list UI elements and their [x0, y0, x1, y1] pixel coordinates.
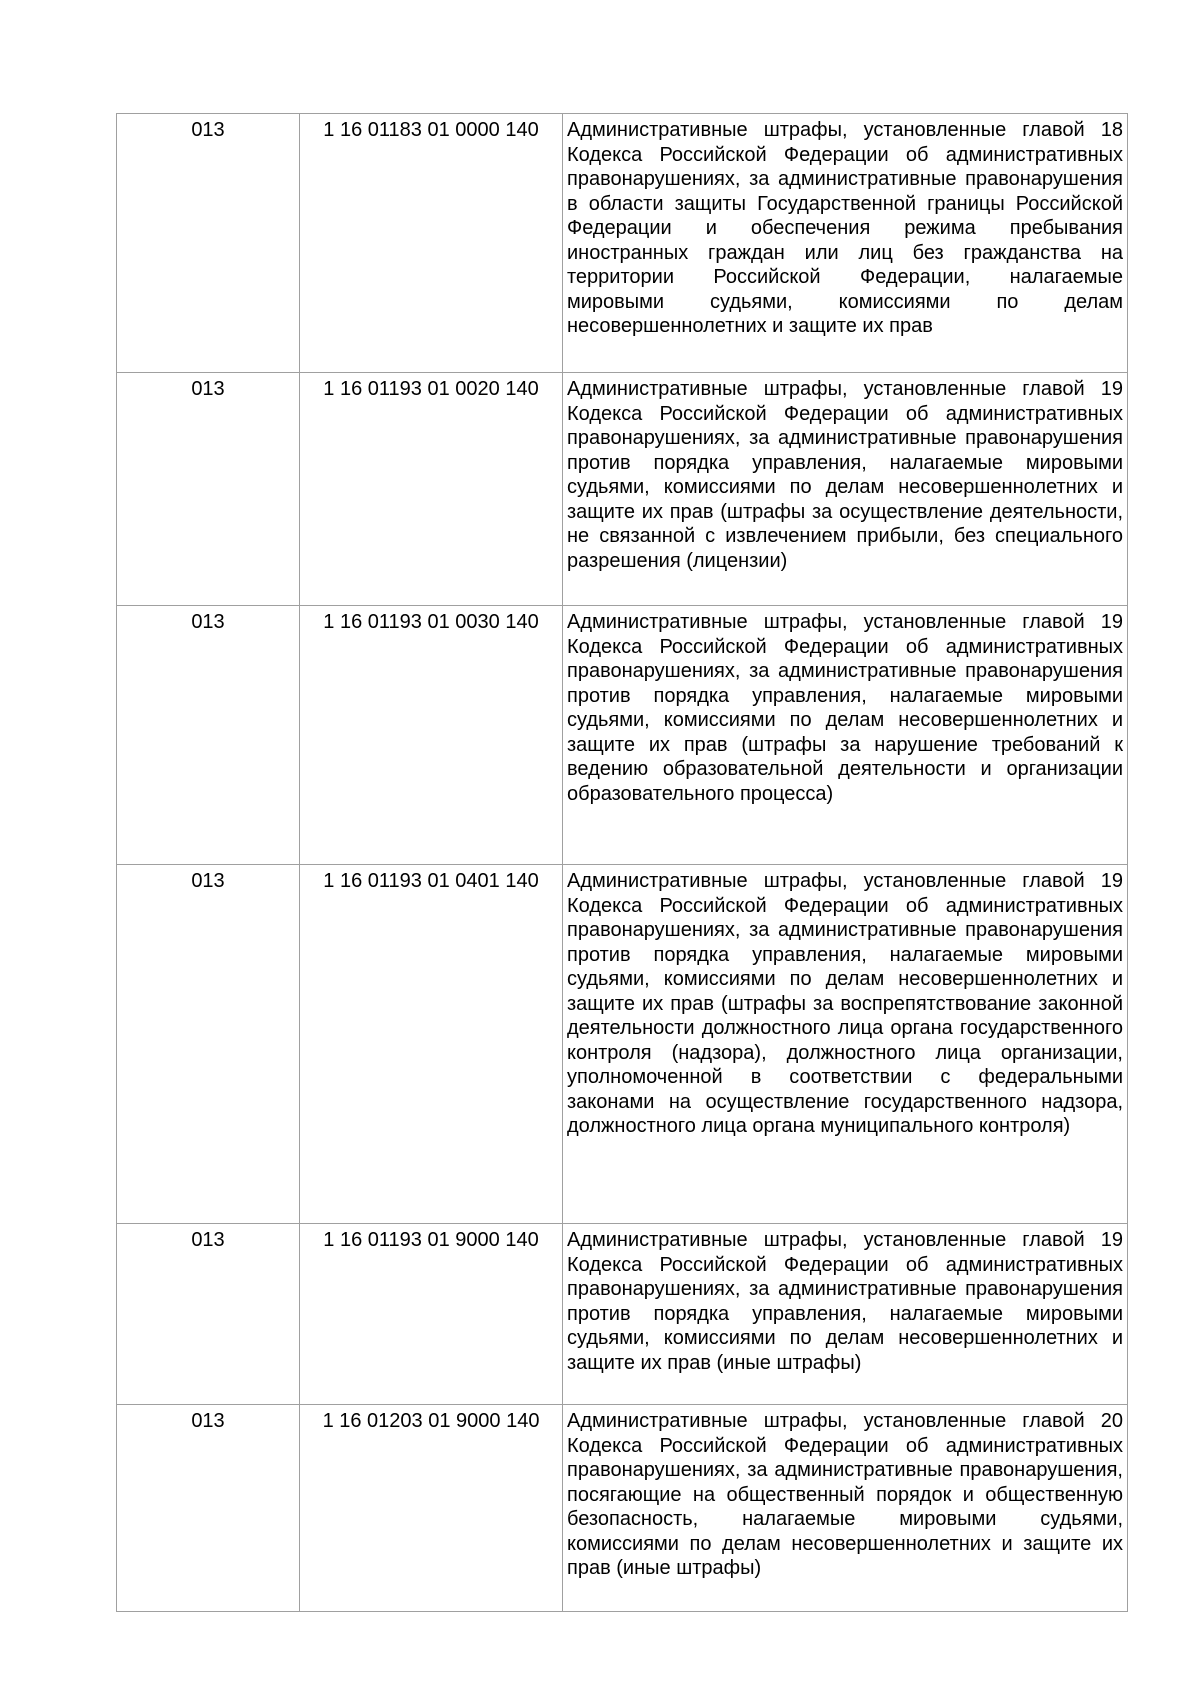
- administrator-code-cell: 013: [117, 606, 300, 865]
- description-cell: Административные штрафы, установленные главой 18 Кодекса Российской Федерации об административных правонарушениях, за административные правонарушения в области защиты Государственной границы Российской Федерации и обеспечения режима пребывания иностранных граждан или лиц без гражданства на территории Российской Федерации, налагаемые мировыми судьями, комиссиями по делам несовершеннолетних и защите их прав: [563, 114, 1128, 373]
- description-cell: Административные штрафы, установленные главой 20 Кодекса Российской Федерации об административных правонарушениях, за административные правонарушения, посягающие на общественный порядок и общественную безопасность, налагаемые мировыми судьями, комиссиями по делам несовершеннолетних и защите их прав (иные штрафы): [563, 1405, 1128, 1612]
- table-row: [117, 1405, 1128, 1612]
- budget-classification-code-cell: 1 16 01193 01 0401 140: [300, 865, 563, 1224]
- budget-classification-code-cell: 1 16 01193 01 0030 140: [300, 606, 563, 865]
- table-row: [117, 606, 1128, 865]
- budget-codes-table: [116, 113, 1128, 1612]
- administrator-code-cell: 013: [117, 373, 300, 606]
- budget-classification-code-cell: 1 16 01183 01 0000 140: [300, 114, 563, 373]
- administrator-code-cell: 013: [117, 865, 300, 1224]
- table-row: [117, 865, 1128, 1224]
- description-cell: Административные штрафы, установленные главой 19 Кодекса Российской Федерации об административных правонарушениях, за административные правонарушения против порядка управления, налагаемые мировыми судьями, комиссиями по делам несовершеннолетних и защите их прав (штрафы за нарушение требований к ведению образовательной деятельности и организации образовательного процесса): [563, 606, 1128, 865]
- description-cell: Административные штрафы, установленные главой 19 Кодекса Российской Федерации об административных правонарушениях, за административные правонарушения против порядка управления, налагаемые мировыми судьями, комиссиями по делам несовершеннолетних и защите их прав (штрафы за воспрепятствование законной деятельности должностного лица органа государственного контроля (надзора), должностного лица организации, уполномоченной в соответствии с федеральными законами на осуществление государственного надзора, должностного лица органа муниципального контроля): [563, 865, 1128, 1224]
- administrator-code-cell: 013: [117, 1224, 300, 1405]
- budget-classification-code-cell: 1 16 01203 01 9000 140: [300, 1405, 563, 1612]
- budget-classification-code-cell: 1 16 01193 01 0020 140: [300, 373, 563, 606]
- administrator-code-cell: 013: [117, 1405, 300, 1612]
- table-row: [117, 114, 1128, 373]
- table-row: [117, 1224, 1128, 1405]
- description-cell: Административные штрафы, установленные главой 19 Кодекса Российской Федерации об административных правонарушениях, за административные правонарушения против порядка управления, налагаемые мировыми судьями, комиссиями по делам несовершеннолетних и защите их прав (иные штрафы): [563, 1224, 1128, 1405]
- document-page: [116, 113, 1128, 1612]
- table-row: [117, 373, 1128, 606]
- administrator-code-cell: 013: [117, 114, 300, 373]
- budget-classification-code-cell: 1 16 01193 01 9000 140: [300, 1224, 563, 1405]
- description-cell: Административные штрафы, установленные главой 19 Кодекса Российской Федерации об административных правонарушениях, за административные правонарушения против порядка управления, налагаемые мировыми судьями, комиссиями по делам несовершеннолетних и защите их прав (штрафы за осуществление деятельности, не связанной с извлечением прибыли, без специального разрешения (лицензии): [563, 373, 1128, 606]
